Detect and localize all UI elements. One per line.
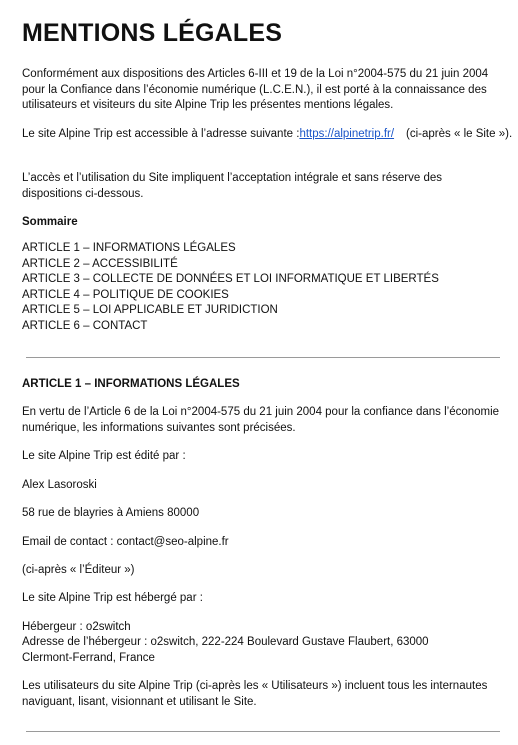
summary-item-article-5[interactable]: ARTICLE 5 – LOI APPLICABLE ET JURIDICTION (22, 304, 278, 317)
page-title: MENTIONS LÉGALES (22, 19, 283, 47)
host-name: Hébergeur : o2switch (22, 621, 131, 633)
hosted-by-label: Le site Alpine Trip est hébergé par : (22, 592, 203, 604)
article-1-intro: En vertu de l’Article 6 de la Loi n°2004-575 du 21 juin 2004 pour la confiance dans l’économie numérique, les informations suivantes sont précisées. (22, 406, 500, 434)
editor-name: Alex Lasoroski (22, 479, 97, 491)
summary-heading: Sommaire (22, 216, 78, 228)
section-divider-bottom (26, 731, 500, 732)
access-suffix: (ci-après « le Site »). (406, 128, 513, 140)
article-1-heading: ARTICLE 1 – INFORMATIONS LÉGALES (22, 378, 240, 390)
summary-item-article-3[interactable]: ARTICLE 3 – COLLECTE DE DONNÉES ET LOI INFORMATIQUE ET LIBERTÉS (22, 273, 439, 286)
summary-item-article-4[interactable]: ARTICLE 4 – POLITIQUE DE COOKIES (22, 288, 229, 301)
section-divider (26, 357, 500, 358)
access-paragraph (22, 127, 513, 143)
host-address: Adresse de l’hébergeur : o2switch, 222-224 Boulevard Gustave Flaubert, 63000 Clermont-Ferrand, France (22, 636, 429, 664)
editor-address: 58 rue de blayries à Amiens 80000 (22, 507, 200, 519)
editor-note: (ci-après « l’Éditeur ») (22, 564, 135, 576)
summary-item-article-6[interactable]: ARTICLE 6 – CONTACT (22, 319, 148, 332)
site-url-link[interactable]: https://alpinetrip.fr/ (299, 128, 395, 140)
acceptance-paragraph: L’accès et l’utilisation du Site impliquent l’acceptation intégrale et sans réserve des dispositions ci-dessous. (22, 172, 442, 200)
summary-item-article-1[interactable]: ARTICLE 1 – INFORMATIONS LÉGALES (22, 242, 236, 254)
users-paragraph: Les utilisateurs du site Alpine Trip (ci-après les « Utilisateurs ») incluent tous les internautes naviguant, lisant, visionnant et utilisant le Site. (22, 680, 488, 708)
summary-item-article-2[interactable]: ARTICLE 2 – ACCESSIBILITÉ (22, 257, 178, 270)
edited-by-label: Le site Alpine Trip est édité par : (22, 450, 186, 462)
intro-paragraph: Conformément aux dispositions des Articles 6-III et 19 de la Loi n°2004-575 du 21 juin 2004 pour la Confiance dans l’économie numérique (L.C.E.N.), il est porté à la connaissance des utilisateurs et visiteurs du site Alpine Trip les présentes mentions légales. (22, 68, 489, 111)
contact-email: Email de contact : contact@seo-alpine.fr (22, 536, 229, 548)
access-text: Le site Alpine Trip est accessible à l’adresse suivante : (22, 128, 300, 140)
summary-list (22, 241, 439, 335)
